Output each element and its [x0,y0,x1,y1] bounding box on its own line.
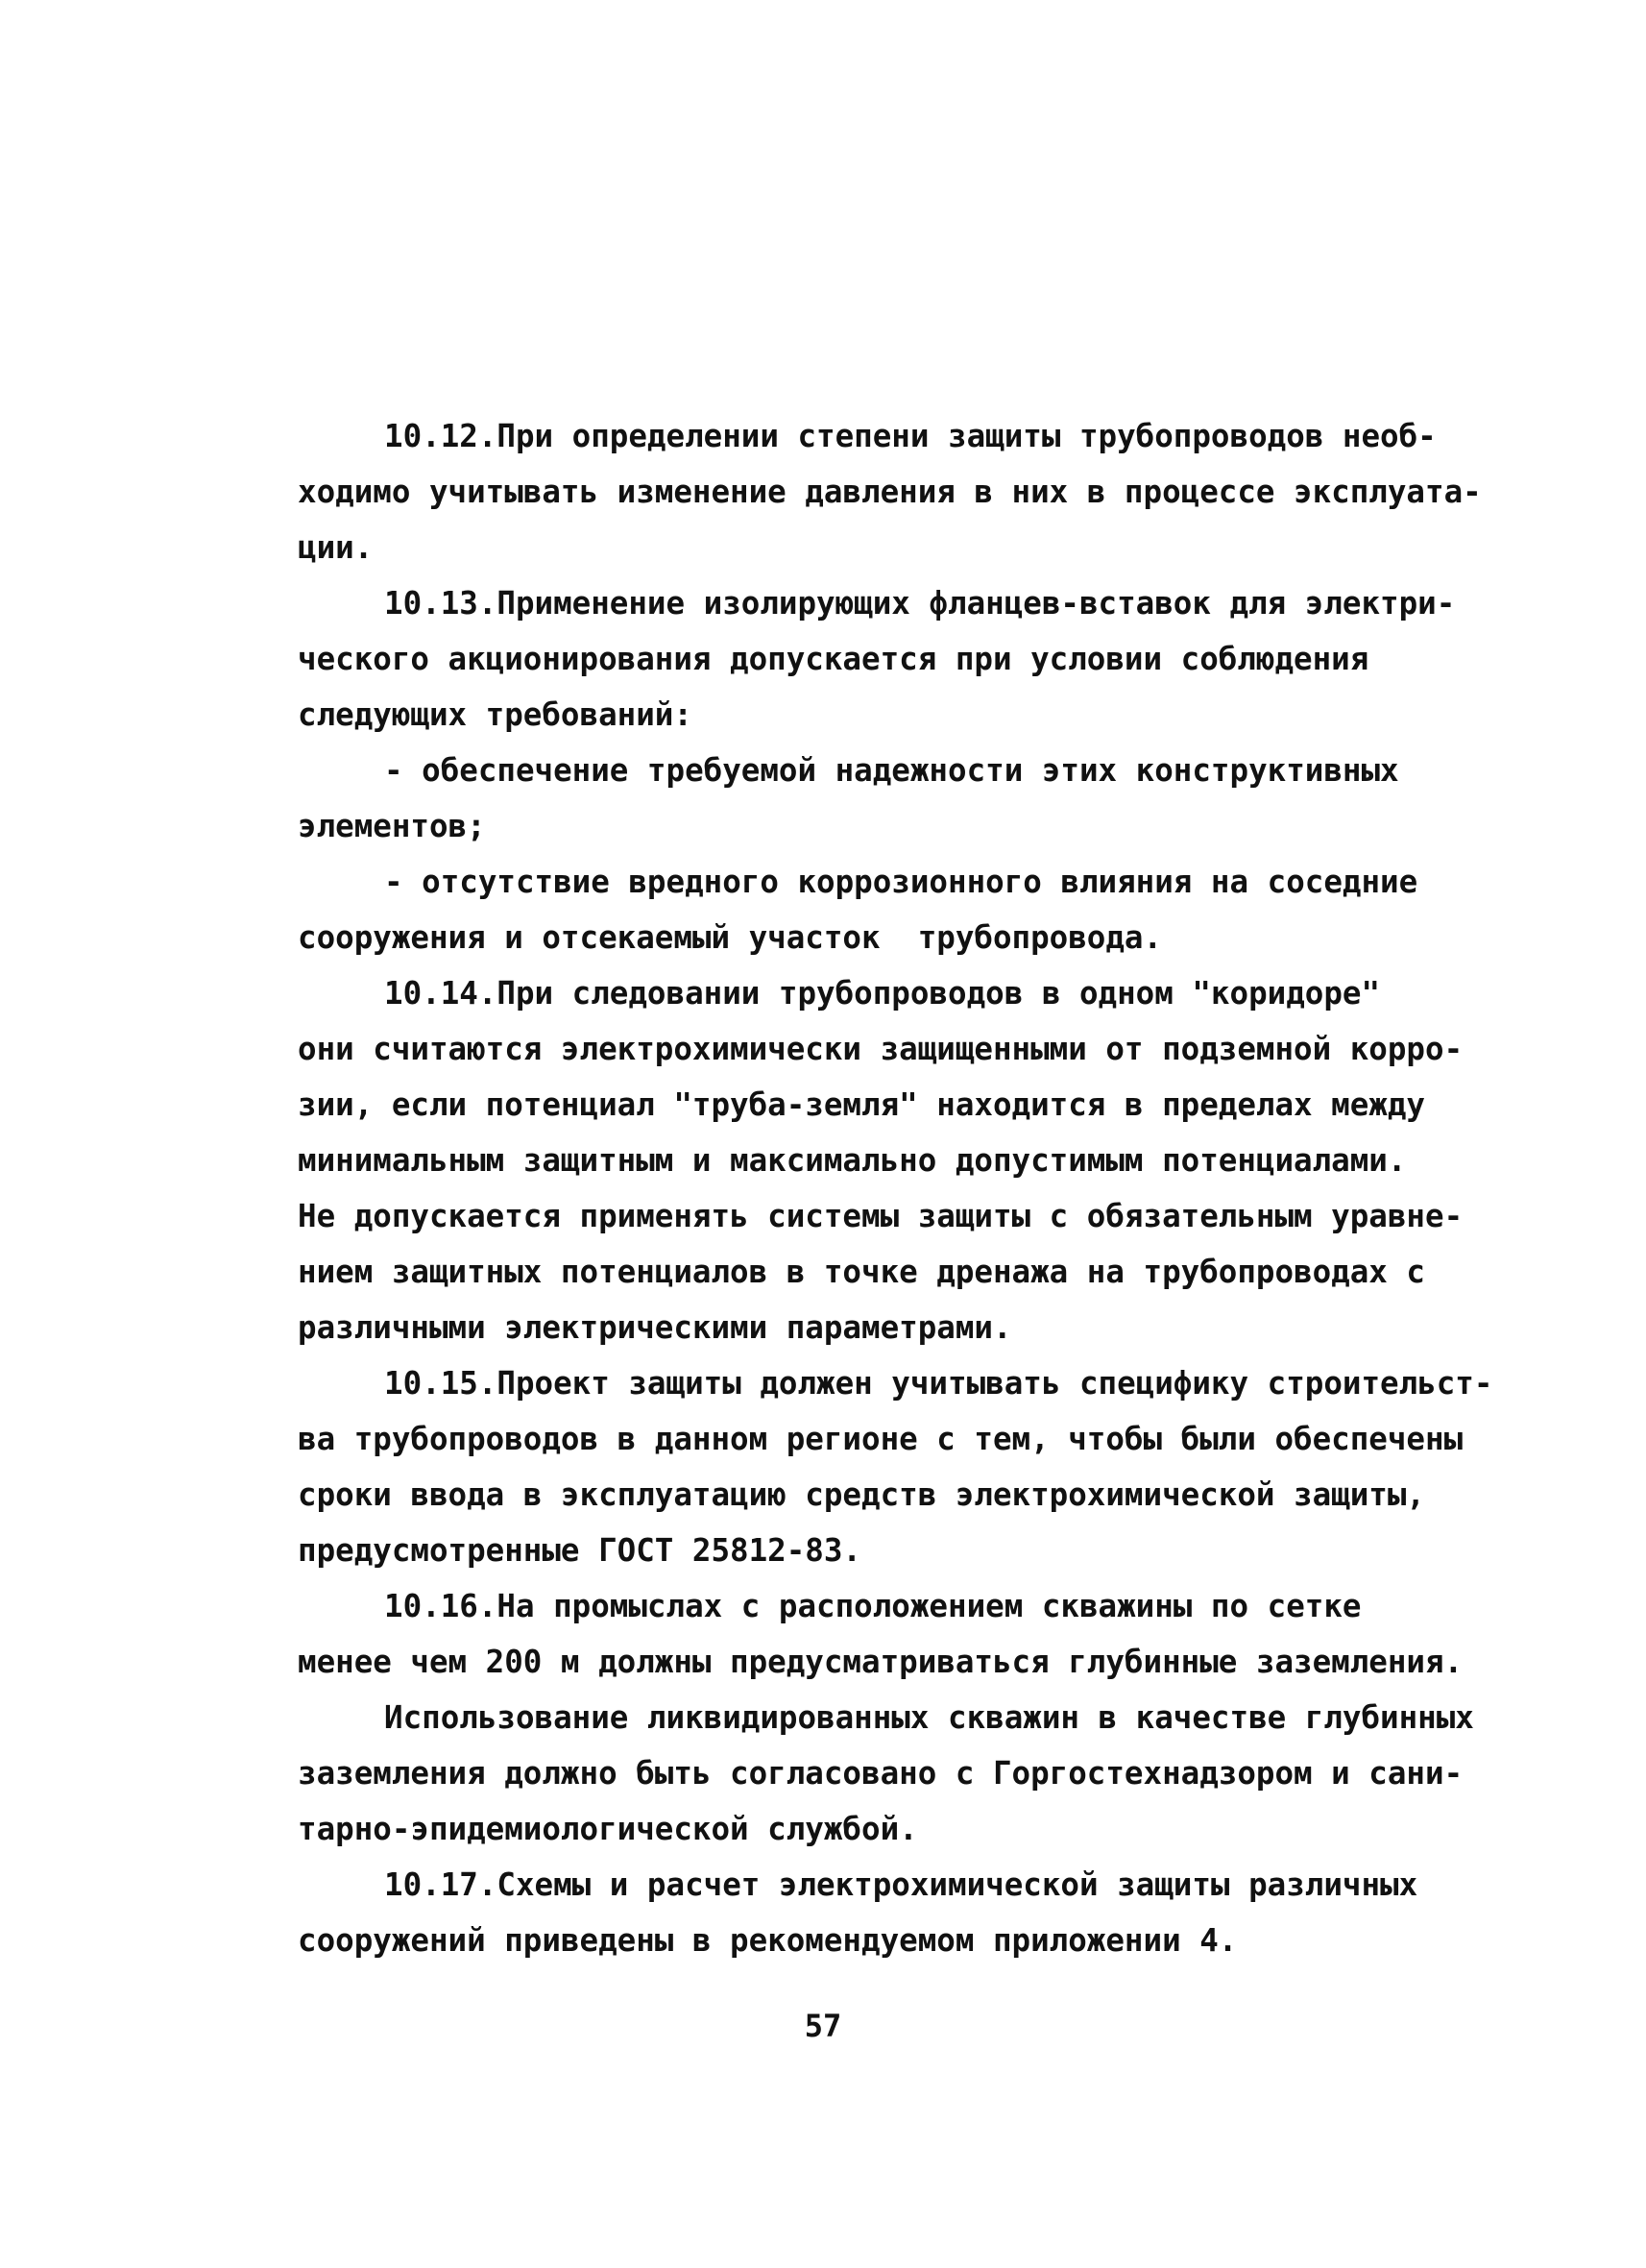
text-line: следующих требований: [298,696,692,733]
text-line: 10.12.При определении степени защиты трубопроводов необ- [384,418,1437,454]
text-line: нием защитных потенциалов в точке дренажа на трубопроводах с [298,1254,1425,1290]
text-line: 10.14.При следовании трубопроводов в одном "коридоре" [384,975,1381,1012]
text-line: ходимо учитывать изменение давления в них в процессе эксплуата- [298,474,1482,510]
body-text [298,408,1493,1968]
text-line: 10.15.Проект защиты должен учитывать специфику строительст- [384,1365,1493,1402]
text-line: сооружений приведены в рекомендуемом приложении 4. [298,1922,1238,1959]
text-line: - отсутствие вредного коррозионного влияния на соседние [384,864,1418,900]
text-line: Использование ликвидированных скважин в качестве глубинных [384,1699,1474,1736]
text-line: - обеспечение требуемой надежности этих конструктивных [384,752,1399,789]
text-line: ва трубопроводов в данном регионе с тем, чтобы были обеспечены [298,1421,1464,1457]
text-line: 10.13.Применение изолирующих фланцев-вставок для электри- [384,585,1456,622]
text-line: ческого акционирования допускается при условии соблюдения [298,641,1369,677]
text-line: сооружения и отсекаемый участок трубопровода. [298,919,1163,956]
text-line: зии, если потенциал "труба-земля" находится в пределах между [298,1086,1425,1123]
text-line: 10.16.На промыслах с расположением скважины по сетке [384,1588,1362,1624]
text-line: сроки ввода в эксплуатацию средств электрохимической защиты, [298,1476,1425,1513]
page-number: 57 [804,2008,842,2044]
text-line: ции. [298,529,374,566]
text-line: различными электрическими параметрами. [298,1309,1012,1346]
text-line: они считаются электрохимически защищенными от подземной корро- [298,1031,1464,1067]
text-line: элементов; [298,808,486,844]
text-line: предусмотренные ГОСТ 25812-83. [298,1532,861,1569]
text-line: менее чем 200 м должны предусматриваться глубинные заземления. [298,1644,1464,1680]
text-line: Не допускается применять системы защиты с обязательным уравне- [298,1198,1464,1234]
text-line: тарно-эпидемиологической службой. [298,1811,918,1847]
text-line: заземления должно быть согласовано с Горгостехнадзором и сани- [298,1755,1464,1792]
text-line: минимальным защитным и максимально допустимым потенциалами. [298,1142,1407,1179]
text-line: 10.17.Схемы и расчет электрохимической защиты различных [384,1866,1418,1903]
